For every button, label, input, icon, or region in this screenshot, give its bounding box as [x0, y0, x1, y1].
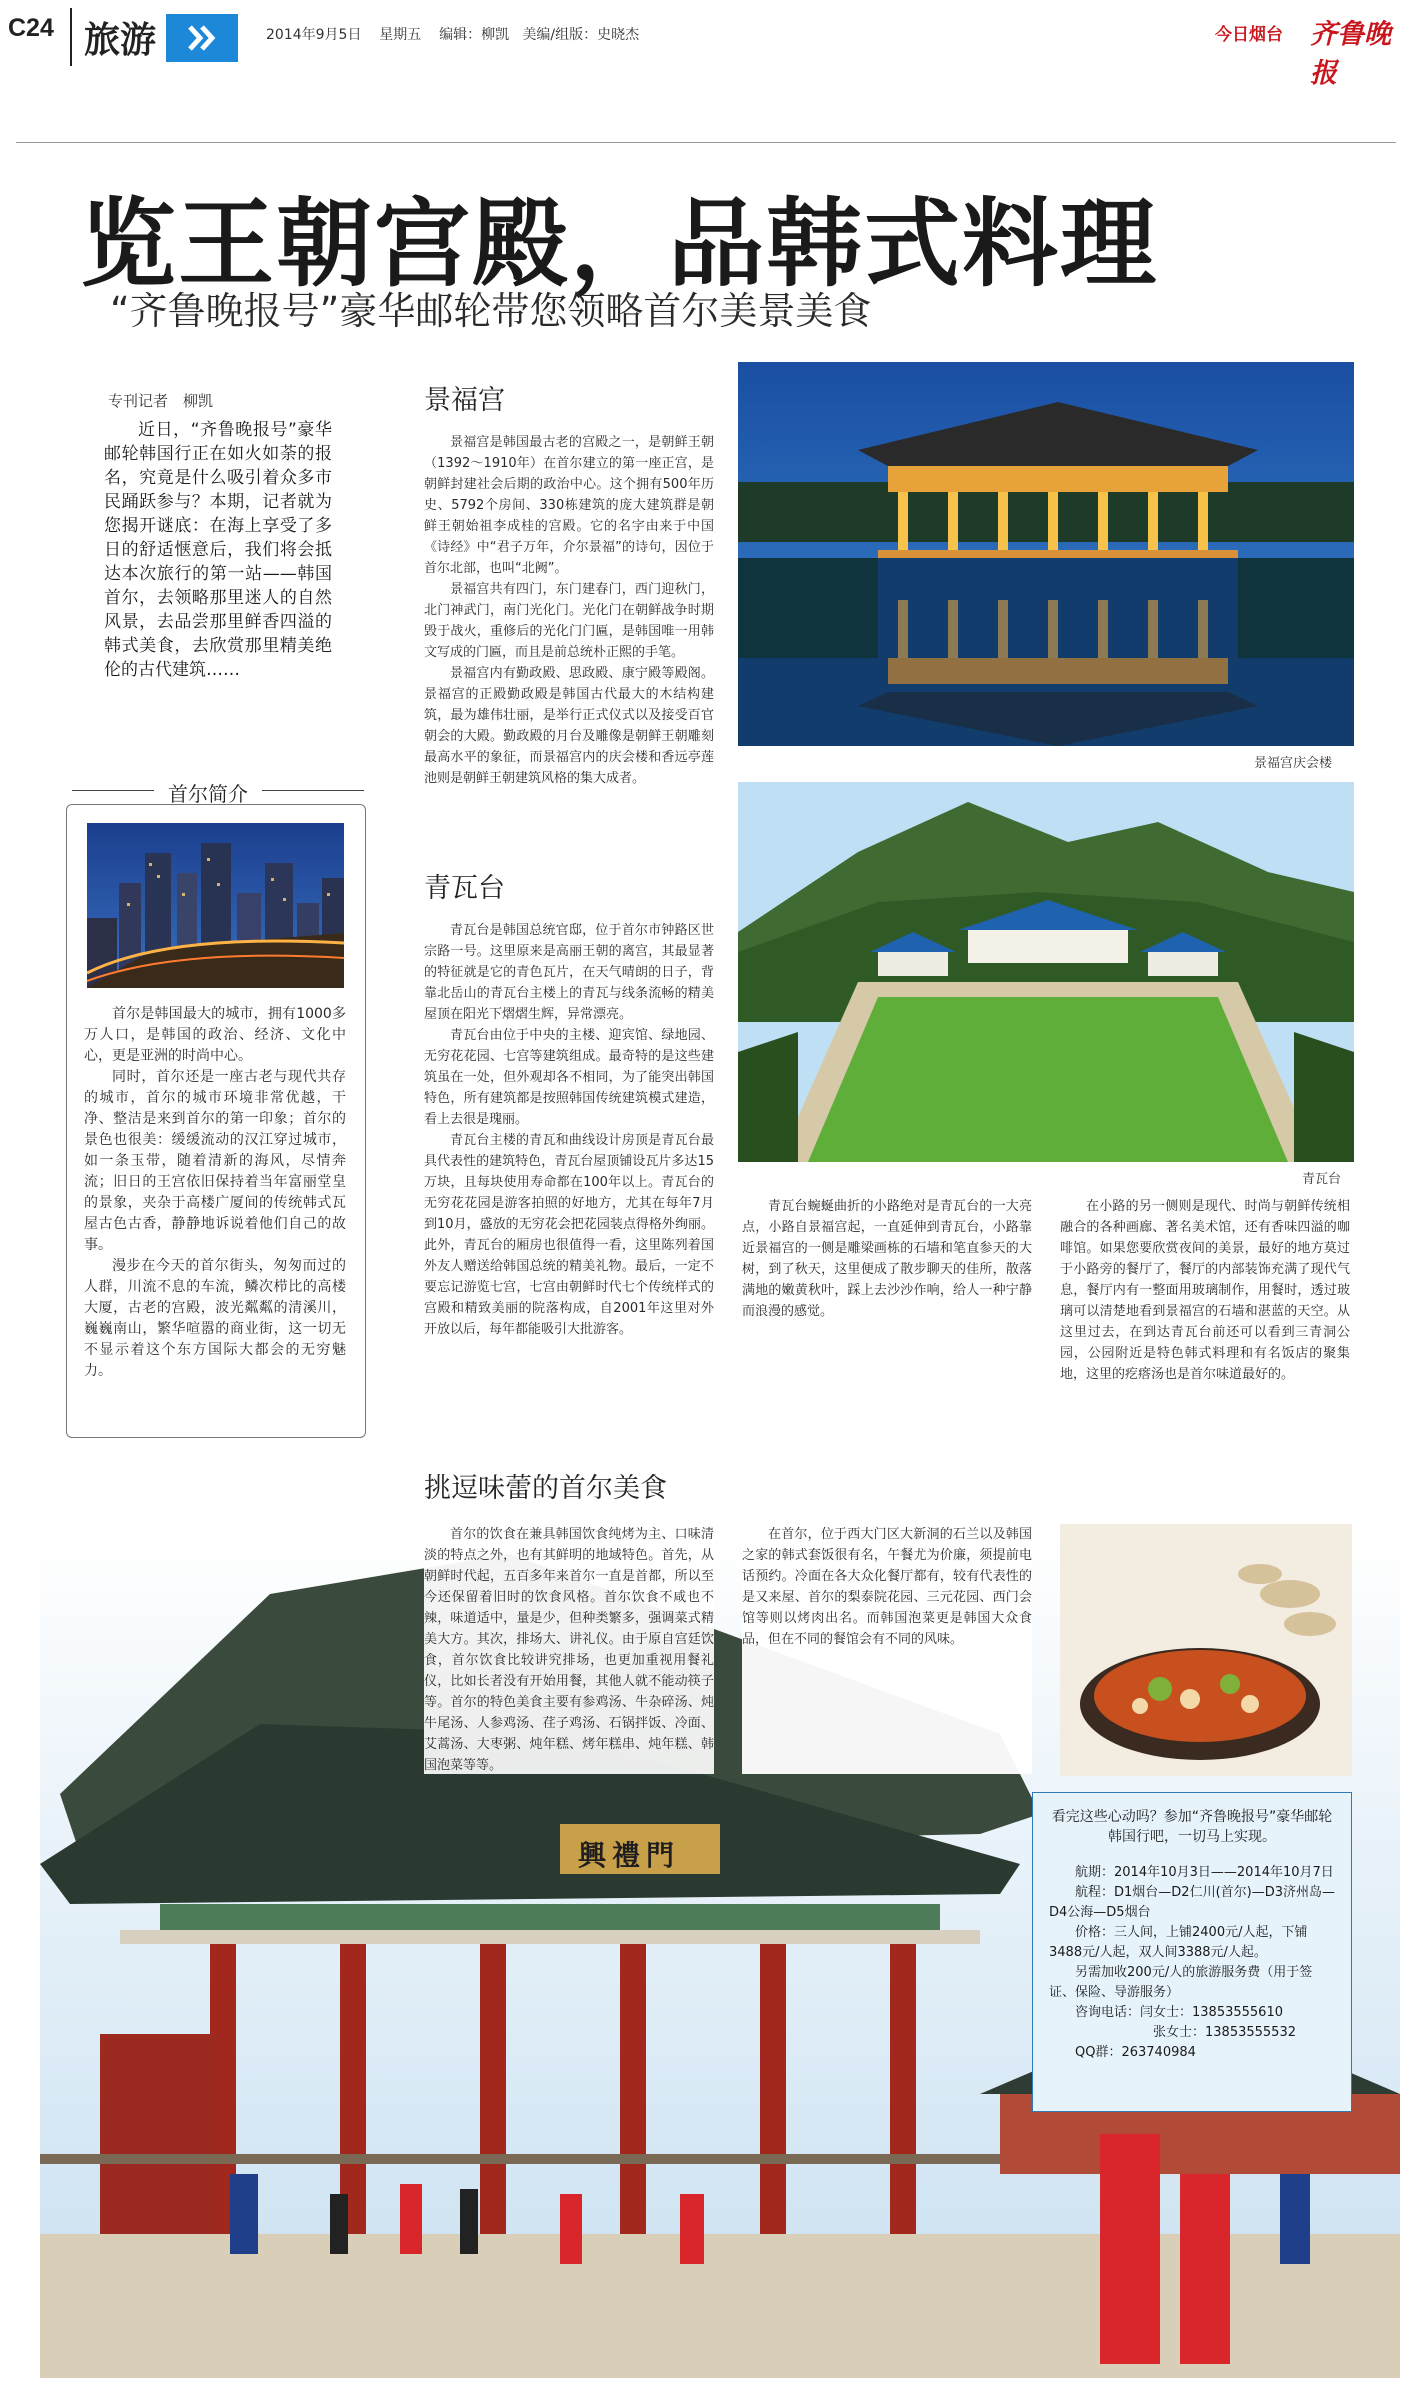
headline: 览王朝宫殿，品韩式料理 [80, 188, 1158, 300]
gate-signboard: 興禮門 [578, 1839, 681, 1872]
sidebar-title: 首尔简介 [154, 778, 262, 807]
food-col2 [742, 1524, 1032, 1774]
header-divider [70, 8, 72, 66]
info-contact-1: 咨询电话：闫女士：13853555610 [1075, 2005, 1283, 2020]
header-meta [266, 24, 639, 44]
intro-paragraph [104, 418, 332, 682]
info-fee: 另需加收200元/人的旅游服务费（用于签证、保险、导游服务） [1049, 1965, 1313, 2000]
cheongwadae-photo-caption: 青瓦台 [1302, 1172, 1342, 1187]
header-date: 2014年9月5日 [266, 27, 362, 43]
cheongwadae-paragraph: 青瓦台主楼的青瓦和曲线设计房顶是青瓦台最具代表性的建筑特色，青瓦台屋顶铺设瓦片多达15万块，且每块使用寿命都在100年以上。青瓦台的无穷花花园是游客拍照的好地方，尤其在每年7月到10月，盛放的无穷花会把花园装点得格外绚丽。此外，青瓦台的厢房也很值得一看，这里陈列着国外友人赠送给韩国总统的精美礼物。最后，一定不要忘记游览七宫，七宫由朝鲜时代七个传统样式的宫殿和精致美丽的院落构成，自2001年这里对外开放以后，每年都能吸引大批游客。 [424, 1133, 714, 1337]
gyeongbok-paragraph: 景福宫内有勤政殿、思政殿、康宁殿等殿阁。景福宫的正殿勤政殿是韩国古代最大的木结构建筑，最为雄伟壮丽，是举行正式仪式以及接受百官朝会的大殿。勤政殿的月台及雕像是朝鲜王朝雕刻最高水平的象征，而景福宫内的庆会楼和香远亭莲池则是朝鲜王朝建筑风格的集大成者。 [424, 666, 714, 786]
info-qq: QQ群：263740984 [1075, 2045, 1196, 2060]
sidebar-body [84, 1004, 346, 1382]
header-designer: 美编/组版：史晓杰 [522, 27, 640, 43]
section-title-food: 挑逗味蕾的首尔美食 [424, 1473, 667, 1504]
cheongwadae-paragraph: 青瓦台是韩国总统官邸，位于首尔市钟路区世宗路一号。这里原来是高丽王朝的离宫，其最显著的特征就是它的青色瓦片，在天气晴朗的日子，背靠北岳山的青瓦台主楼上的青瓦与线条流畅的精美屋顶在阳光下熠熠生辉，异常漂亮。 [424, 923, 714, 1022]
header-rule [16, 142, 1396, 143]
newspaper-logo: 齐鲁晚报 [1310, 19, 1391, 89]
sidebar-paragraph: 首尔是韩国最大的城市，拥有1000多万人口，是韩国的政治、经济、文化中心，更是亚洲的时尚中心。 [84, 1006, 346, 1064]
food-text-col1: 首尔的饮食在兼具韩国饮食纯烤为主、口味清淡的特点之外，也有其鲜明的地域特色。首先，从朝鲜时代起，五百多年来首尔一直是首都，所以至今还保留着旧时的饮食风格。首尔饮食不咸也不辣，味道适中，量是少，但种类繁多，强调菜式精美大方。其次，排场大、讲礼仪。由于原自宫廷饮食，首尔饮食比较讲究排场，也更加重视用餐礼仪，比如长者没有开始用餐，其他人就不能动筷子等。首尔的特色美食主要有参鸡汤、牛杂碎汤、炖牛尾汤、人参鸡汤、荏子鸡汤、石锅拌饭、冷面、艾蒿汤、大枣粥、炖年糕、烤年糕串、炖年糕、韩国泡菜等等。 [424, 1527, 714, 1773]
sidebar-paragraph: 同时，首尔还是一座古老与现代共存的城市，首尔的城市环境非常优越，干净、整洁是来到首尔的第一印象；首尔的景色也很美：缓缓流动的汉江穿过城市，如一条玉带，随着清新的海风，尽情奔流；旧日的王宫依旧保持着当年富丽堂皇的景象，夹杂于高楼广厦间的传统韩式瓦屋古色古香，静静地诉说着他们自己的故事。 [84, 1069, 346, 1253]
cruise-info-box [1032, 1792, 1352, 2112]
cheongwadae-col3 [1060, 1196, 1350, 1432]
cheongwadae-col1 [424, 920, 714, 1430]
info-price: 价格：三人间，上铺2400元/人起，下铺3488元/人起，双人间3388元/人起。 [1049, 1925, 1308, 1960]
food-col1 [424, 1524, 714, 1774]
edition-label: 今日烟台 [1215, 25, 1283, 45]
gyeongbok-photo-caption: 景福宫庆会楼 [1254, 756, 1333, 771]
korean-food-photo [1060, 1524, 1352, 1776]
byline: 专刊记者 柳凯 [108, 392, 214, 410]
gyeongbok-paragraph: 景福宫共有四门，东门建春门，西门迎秋门，北门神武门，南门光化门。光化门在朝鲜战争时期毁于战火，重修后的光化门门匾，是韩国唯一用韩文写成的门匾，而且是前总统朴正熙的手笔。 [424, 582, 714, 660]
intro-text: 近日，“齐鲁晚报号”豪华邮轮韩国行正在如火如荼的报名，究竟是什么吸引着众多市民踊跃参与？本期，记者就为您揭开谜底：在海上享受了多日的舒适惬意后，我们将会抵达本次旅行的第一站——韩国首尔，去领略那里迷人的自然风景，去品尝那里鲜香四溢的韩式美食，去欣赏那里精美绝伦的古代建筑…… [104, 420, 332, 680]
cheongwadae-col2 [742, 1196, 1032, 1432]
page-number: C24 [8, 14, 54, 42]
info-contact-2: 张女士：13853555532 [1153, 2025, 1296, 2040]
cheongwadae-photo [738, 782, 1354, 1162]
section-arrow-icon [166, 14, 238, 62]
section-label: 旅游 [84, 20, 157, 61]
gyeongbok-paragraph: 景福宫是韩国最古老的宫殿之一，是朝鲜王朝（1392～1910年）在首尔建立的第一座正宫，是朝鲜封建社会后期的政治中心。这个拥有500年历史、5792个房间、330栋建筑的庞大建筑群是朝鲜王朝始祖李成桂的宫殿。它的名字由来于中国《诗经》中“君子万年，介尔景福”的诗句，因位于首尔北部，也叫“北阙”。 [424, 435, 714, 576]
gyeongbok-pavilion-photo [738, 362, 1354, 746]
cheongwadae-paragraph: 青瓦台由位于中央的主楼、迎宾馆、绿地园、无穷花花园、七宫等建筑组成。最奇特的是这些建筑虽在一处，但外观却各不相同，为了能突出韩国特色，所有建筑都是按照韩国传统建筑模式建造，看上去很是瑰丽。 [424, 1028, 714, 1127]
cheongwadae-paragraph: 青瓦台蜿蜒曲折的小路绝对是青瓦台的一大亮点，小路自景福宫起，一直延伸到青瓦台，小路靠近景福宫的一侧是雕梁画栋的石墙和笔直参天的大树，到了秋天，这里便成了散步聊天的佳所，散落满地的嫩黄秋叶，踩上去沙沙作响，给人一种宁静而浪漫的感觉。 [742, 1199, 1032, 1319]
info-route: 航程：D1烟台—D2仁川(首尔)—D3济州岛—D4公海—D5烟台 [1049, 1885, 1335, 1920]
sidebar-paragraph: 漫步在今天的首尔街头，匆匆而过的人群，川流不息的车流，鳞次栉比的高楼大厦，古老的宫殿，波光粼粼的清溪川，巍巍南山，繁华喧嚣的商业街，这一切无不显示着这个东方国际大都会的无穷魅力。 [84, 1258, 346, 1379]
subheadline: “齐鲁晚报号”豪华邮轮带您领略首尔美景美食 [110, 289, 872, 333]
info-period: 航期：2014年10月3日——2014年10月7日 [1075, 1865, 1334, 1880]
gyeongbok-body [424, 432, 714, 789]
cheongwadae-paragraph: 在小路的另一侧则是现代、时尚与朝鲜传统相融合的各种画廊、著名美术馆，还有香味四溢的咖啡馆。如果您要欣赏夜间的美景，最好的地方莫过于小路旁的餐厅了，餐厅的内部装饰充满了现代气息，餐厅内有一整面用玻璃制作，用餐时，透过玻璃可以清楚地看到景福宫的石墙和湛蓝的天空。从这里过去，在到达青瓦台前还可以看到三青洞公园，公园附近是特色韩式料理和有名饭店的聚集地，这里的疙瘩汤也是首尔味道最好的。 [1060, 1199, 1350, 1382]
food-text-col2: 在首尔，位于西大门区大新洞的石兰以及韩国之家的韩式套饭很有名，午餐尤为价廉，须提前电话预约。冷面在各大众化餐厅都有，较有代表性的是又来屋、首尔的梨泰院花园、三元花园、西门会馆等则以烤肉出名。而韩国泡菜更是韩国大众食品，但在不同的餐馆会有不同的风味。 [742, 1527, 1032, 1647]
seoul-skyline-photo [87, 823, 344, 988]
header-editor: 编辑：柳凯 [439, 27, 510, 43]
section-title-cheongwadae: 青瓦台 [424, 873, 505, 904]
info-lead: 看完这些心动吗？参加“齐鲁晚报号”豪华邮轮韩国行吧，一切马上实现。 [1051, 1809, 1333, 1845]
header-weekday: 星期五 [379, 27, 422, 43]
section-title-gyeongbok: 景福宫 [424, 385, 505, 416]
